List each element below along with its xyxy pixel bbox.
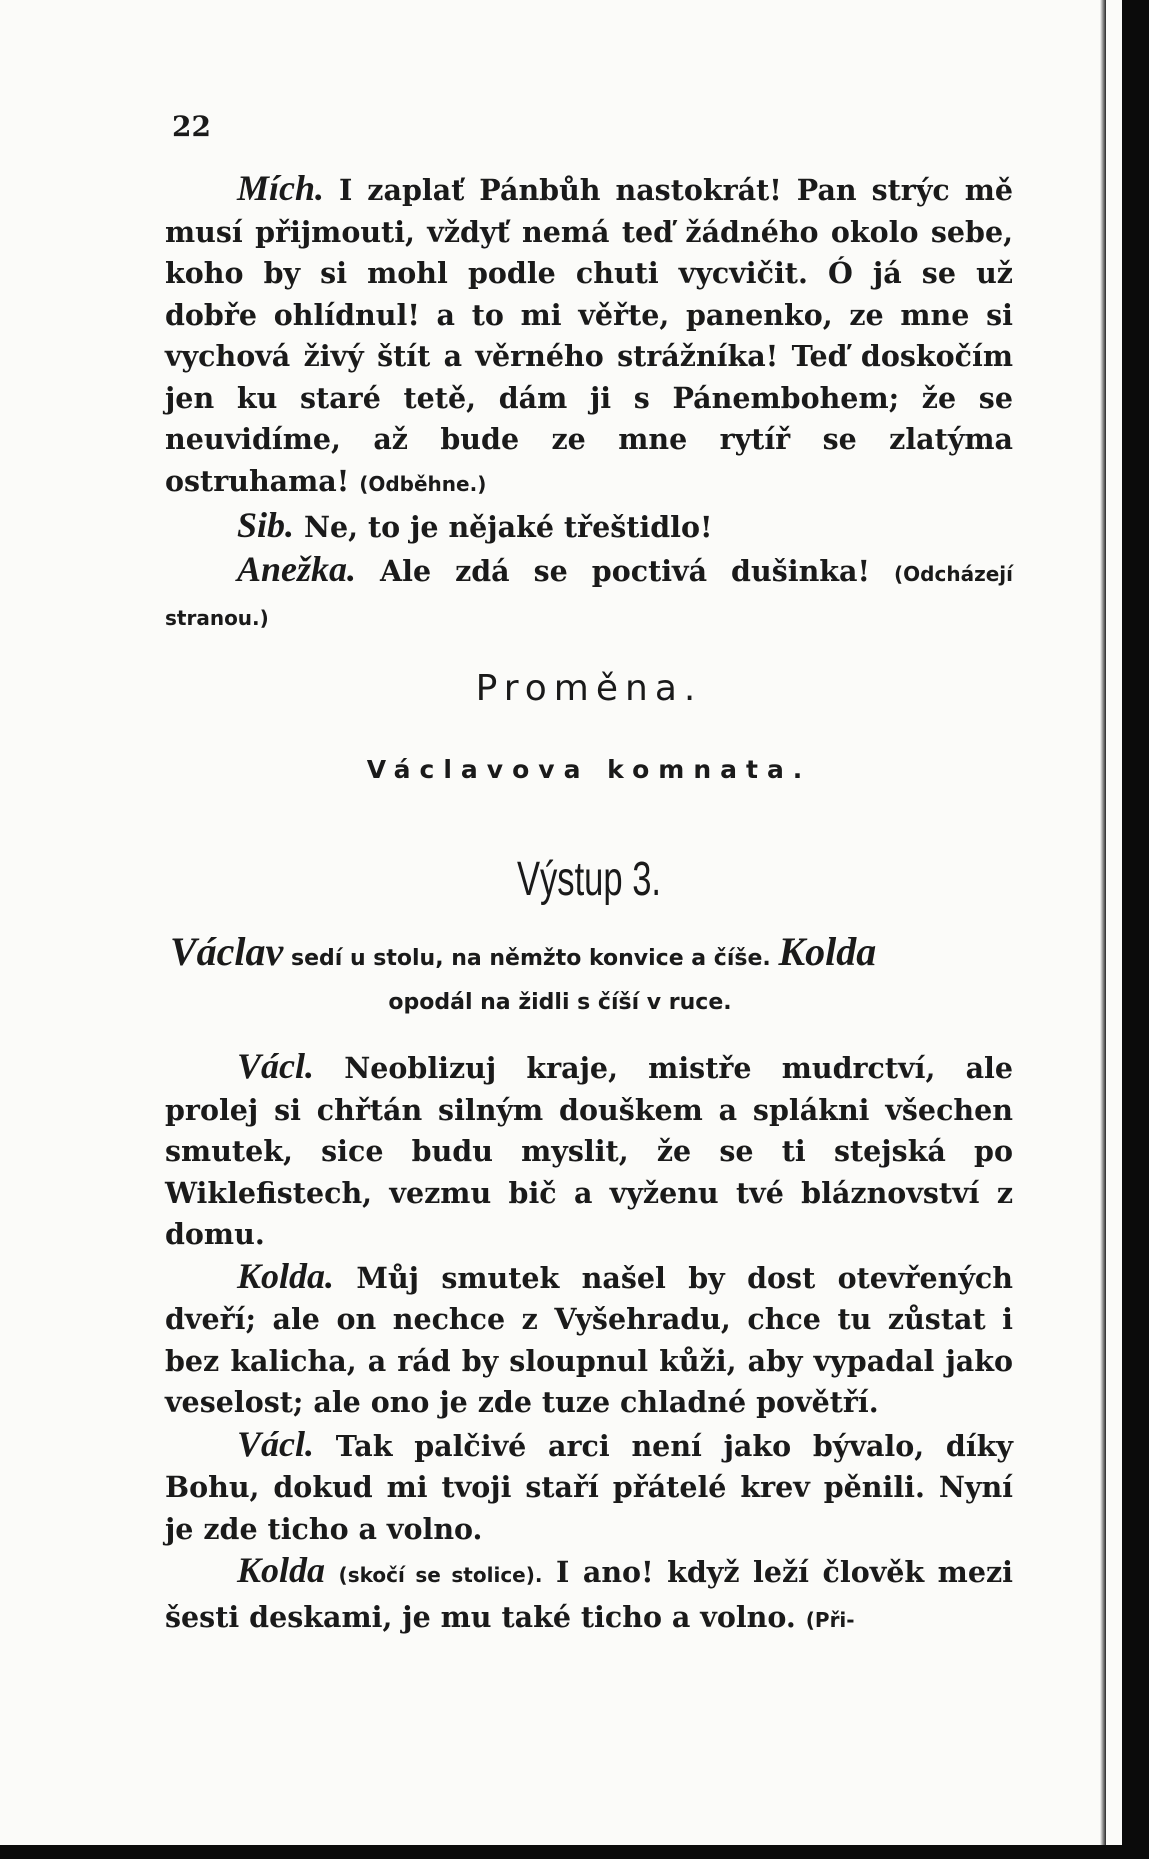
dialogue-text: Neoblizuj kraje, mistře mudrctví, ale prolej si chřtán silným douškem a splákni všechen smutek, sice budu myslit, že se ti stejská po Wiklefistech, vezmu bič a vyženu tvé bláznovství z domu. (165, 1051, 1013, 1251)
scene-setting (170, 930, 1010, 1025)
setting-name-vaclav: Václav (170, 929, 284, 974)
speaker-vacl: Václ. (237, 1423, 314, 1464)
dialogue-text: I zaplať Pánbůh nastokrát! Pan strýc mě musí přijmouti, vždyť nemá teď žádného okolo sebe, koho by si mohl podle chuti vycvičit. Ó já se už dobře ohlídnul! a to mi věřte, panenko, ze mne si vychová živý štít a věrného strážníka! Teď doskočím jen ku staré tetě, dám ji s Pánembohem; že se neuvidíme, až bude ze mne rytíř se zlatýma ostruhama! (165, 173, 1013, 498)
speaker-vacl: Václ. (237, 1046, 314, 1086)
scan-border-bottom (0, 1845, 1149, 1859)
page-edge (1100, 0, 1106, 1845)
scan-border-right (1122, 0, 1149, 1859)
dialogue-text: Můj smutek našel by dost otevřených dveří; ale on nechce z Vyšehradu, chce tu zůstat i bez kalicha, a rád by sloupnul kůži, aby vypadal jako veselost; ale ono je zde tuze chladné povětří. (165, 1260, 1013, 1419)
dialogue-block-2 (165, 1046, 1013, 1641)
page-number: 22 (172, 110, 211, 143)
dialogue-text: Ne, to je nějaké třeštidlo! (303, 510, 713, 544)
act-title: Výstup 3. (516, 853, 662, 906)
speaker-anezka: Anežka. (237, 548, 357, 589)
dialogue-text: Ale zdá se poctivá dušinka! (380, 553, 871, 588)
speaker-kolda: Kolda. (237, 1255, 335, 1296)
dialogue-text: I ano! když leží člověk mezi šesti deskami, je mu také ticho a volno. (165, 1555, 1013, 1634)
dialogue-text: Tak palčivé arci není jako bývalo, díky Bohu, dokud mi tvoji staří přátelé krev pěnili. Nyní je zde ticho a volno. (165, 1428, 1013, 1546)
stage-direction: (skočí se stolice). (338, 1563, 543, 1587)
stage-direction: (Odběhne.) (359, 471, 487, 496)
stage-direction: (Při- (805, 1607, 855, 1632)
scene-place: Václavova komnata. (366, 755, 812, 784)
stage-direction: (Odcházejí stranou.) (165, 561, 1013, 630)
setting-name-kolda: Kolda (778, 929, 877, 974)
scene-title: Proměna. (475, 668, 703, 709)
speaker-kolda: Kolda (237, 1550, 326, 1590)
speaker-sib: Sib. (237, 505, 295, 545)
setting-text: sedí u stolu, na němžto konvice a číše. (290, 946, 771, 971)
setting-text-2: opodál na židli s číší v ruce. (388, 990, 732, 1015)
speaker-mich: Mích. (237, 168, 325, 208)
dialogue-block-1 (165, 168, 1013, 640)
